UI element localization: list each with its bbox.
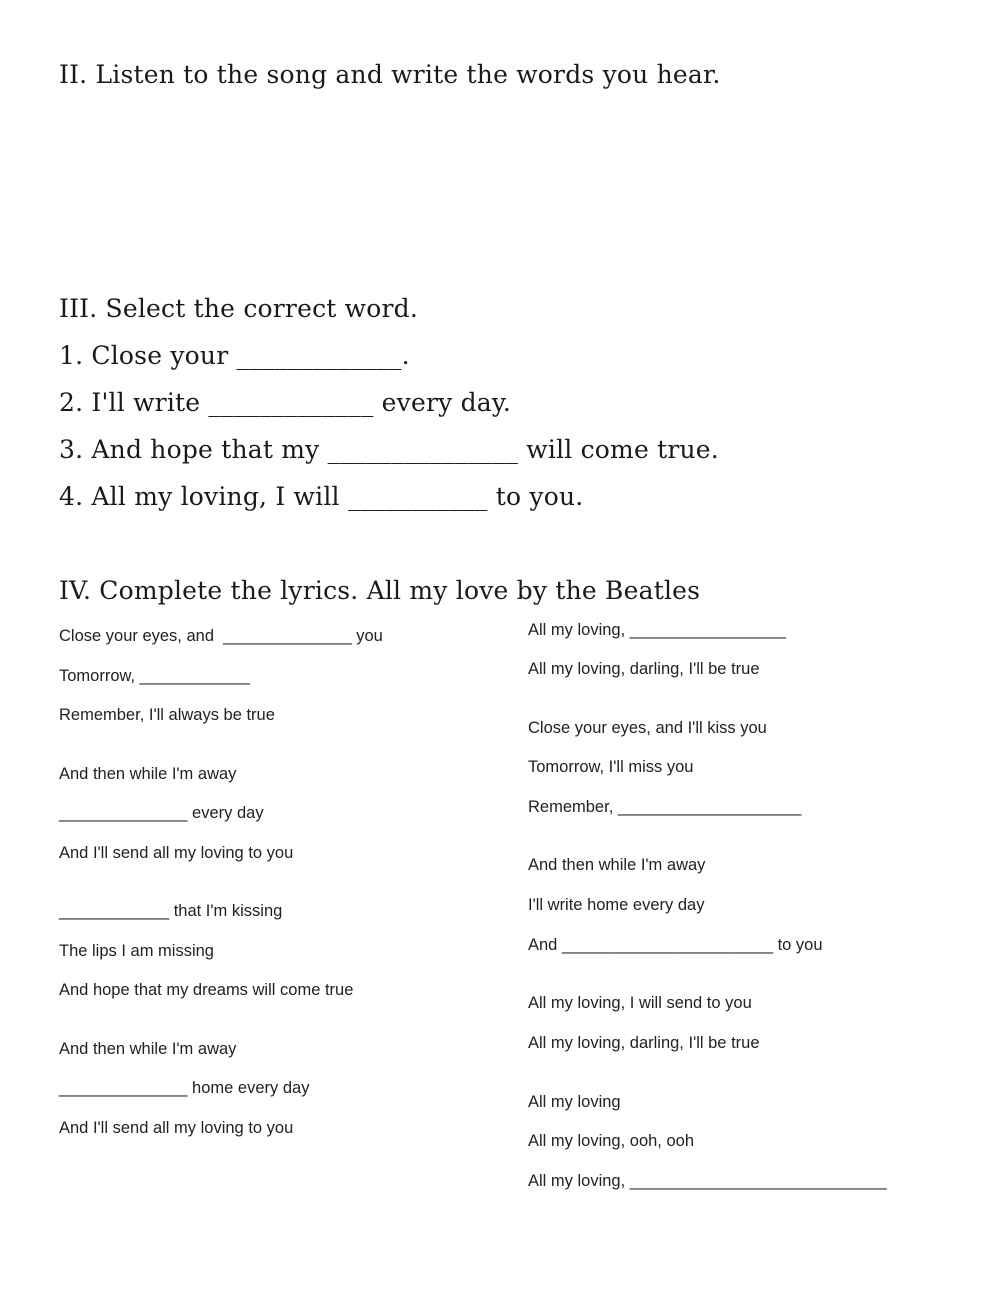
question-4: 4. All my loving, I will ___________ to you.	[59, 482, 584, 511]
lyric-right-10: All my loving, darling, I'll be true	[528, 1034, 760, 1052]
lyric-left-2: Tomorrow, ____________	[59, 667, 250, 685]
question-3: 3. And hope that my _______________ will come true.	[59, 435, 719, 464]
lyric-left-4: And then while I'm away	[59, 765, 237, 783]
lyric-left-9: And hope that my dreams will come true	[59, 981, 354, 999]
lyric-right-1: All my loving, _________________	[528, 621, 786, 639]
section-4-title: IV. Complete the lyrics. All my love by the Beatles	[59, 576, 701, 605]
lyric-left-10: And then while I'm away	[59, 1040, 237, 1058]
lyric-right-4: Tomorrow, I'll miss you	[528, 758, 694, 776]
lyric-left-5: ______________ every day	[59, 804, 264, 822]
lyric-left-3: Remember, I'll always be true	[59, 706, 275, 724]
lyric-left-1: Close your eyes, and ______________ you	[59, 627, 383, 645]
lyric-right-11: All my loving	[528, 1093, 621, 1111]
lyric-right-7: I'll write home every day	[528, 896, 705, 914]
lyric-left-12: And I'll send all my loving to you	[59, 1119, 294, 1137]
lyric-left-8: The lips I am missing	[59, 942, 214, 960]
lyric-right-8: And _______________________ to you	[528, 936, 823, 954]
section-2-title: II. Listen to the song and write the words you hear.	[59, 60, 721, 89]
question-1: 1. Close your _____________.	[59, 341, 410, 370]
lyric-right-5: Remember, ____________________	[528, 798, 802, 816]
lyric-right-12: All my loving, ooh, ooh	[528, 1132, 695, 1150]
lyric-right-9: All my loving, I will send to you	[528, 994, 752, 1012]
lyric-right-6: And then while I'm away	[528, 856, 706, 874]
lyric-right-2: All my loving, darling, I'll be true	[528, 660, 760, 678]
lyric-left-6: And I'll send all my loving to you	[59, 844, 294, 862]
lyric-right-3: Close your eyes, and I'll kiss you	[528, 719, 767, 737]
lyric-left-11: ______________ home every day	[59, 1079, 310, 1097]
question-2: 2. I'll write _____________ every day.	[59, 388, 512, 417]
section-3-title: III. Select the correct word.	[59, 294, 419, 323]
lyric-right-13: All my loving, ____________________________	[528, 1172, 887, 1190]
lyric-left-7: ____________ that I'm kissing	[59, 902, 283, 920]
